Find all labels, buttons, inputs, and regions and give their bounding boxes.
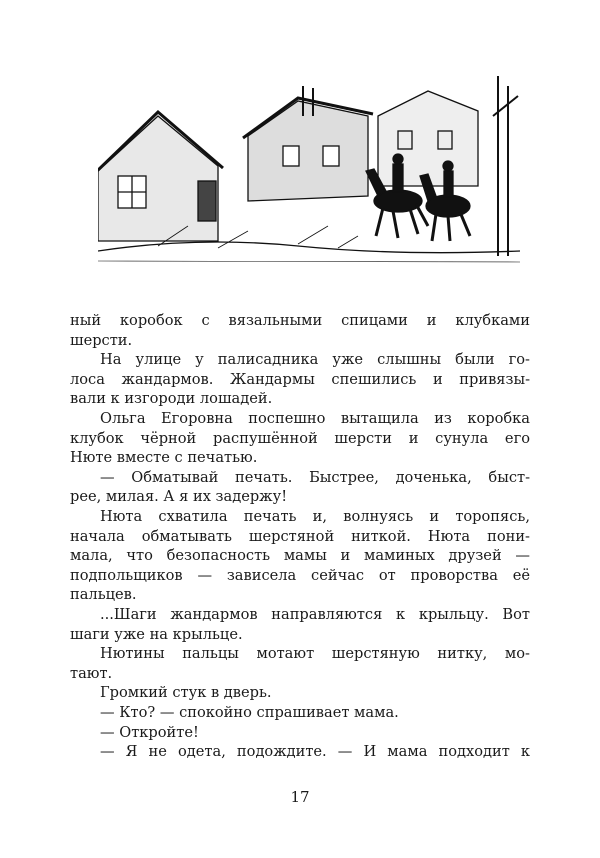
- text-line: — Обматывай печать. Быстрее, доченька, быст-: [100, 468, 530, 486]
- text-line: тают.: [70, 664, 113, 682]
- text-line: пальцев.: [70, 586, 137, 604]
- text-line: ный коробок с вязальными спицами и клубками: [70, 312, 530, 329]
- text-line: мала, что безопасность мамы и маминых друзей —: [70, 547, 530, 565]
- text-line: На улице у палисадника уже слышны были го-: [100, 351, 530, 369]
- text-line: Ольга Егоровна поспешно вытащила из коробка: [100, 410, 530, 427]
- text-line: — Кто? — спокойно спрашивает мама.: [100, 704, 399, 721]
- text-line: лоса жандармов. Жандармы спешились и привязы-: [70, 370, 530, 388]
- text-line: Нюта схватила печать и, волнуясь и торопясь,: [100, 508, 530, 525]
- text-line: вали к изгороди лошадей.: [70, 390, 273, 408]
- text-line: Нюте вместе с печатью.: [70, 449, 258, 467]
- text-line: — Откройте!: [100, 723, 199, 741]
- text-line: Громкий стук в дверь.: [100, 684, 272, 702]
- text-line: шаги уже на крыльце.: [70, 625, 243, 643]
- text-line: рее, милая. А я их задержу!: [70, 488, 288, 506]
- text-line: подпольщиков — зависела сейчас от проворства её: [70, 566, 530, 584]
- text-line: — Я не одета, подождите. — И мама подходит к: [100, 743, 530, 761]
- text-line: Нютины пальцы мотают шерстяную нитку, мо-: [100, 645, 530, 663]
- text-line: ...Шаги жандармов направляются к крыльцу. Вот: [100, 606, 530, 623]
- village-illustration: [98, 76, 520, 268]
- page-number: 17: [290, 788, 310, 806]
- text-line: клубок чёрной распушённой шерсти и сунула его: [70, 429, 530, 447]
- text-line: шерсти.: [70, 331, 133, 349]
- text-line: начала обматывать шерстяной ниткой. Нюта пони-: [70, 527, 530, 545]
